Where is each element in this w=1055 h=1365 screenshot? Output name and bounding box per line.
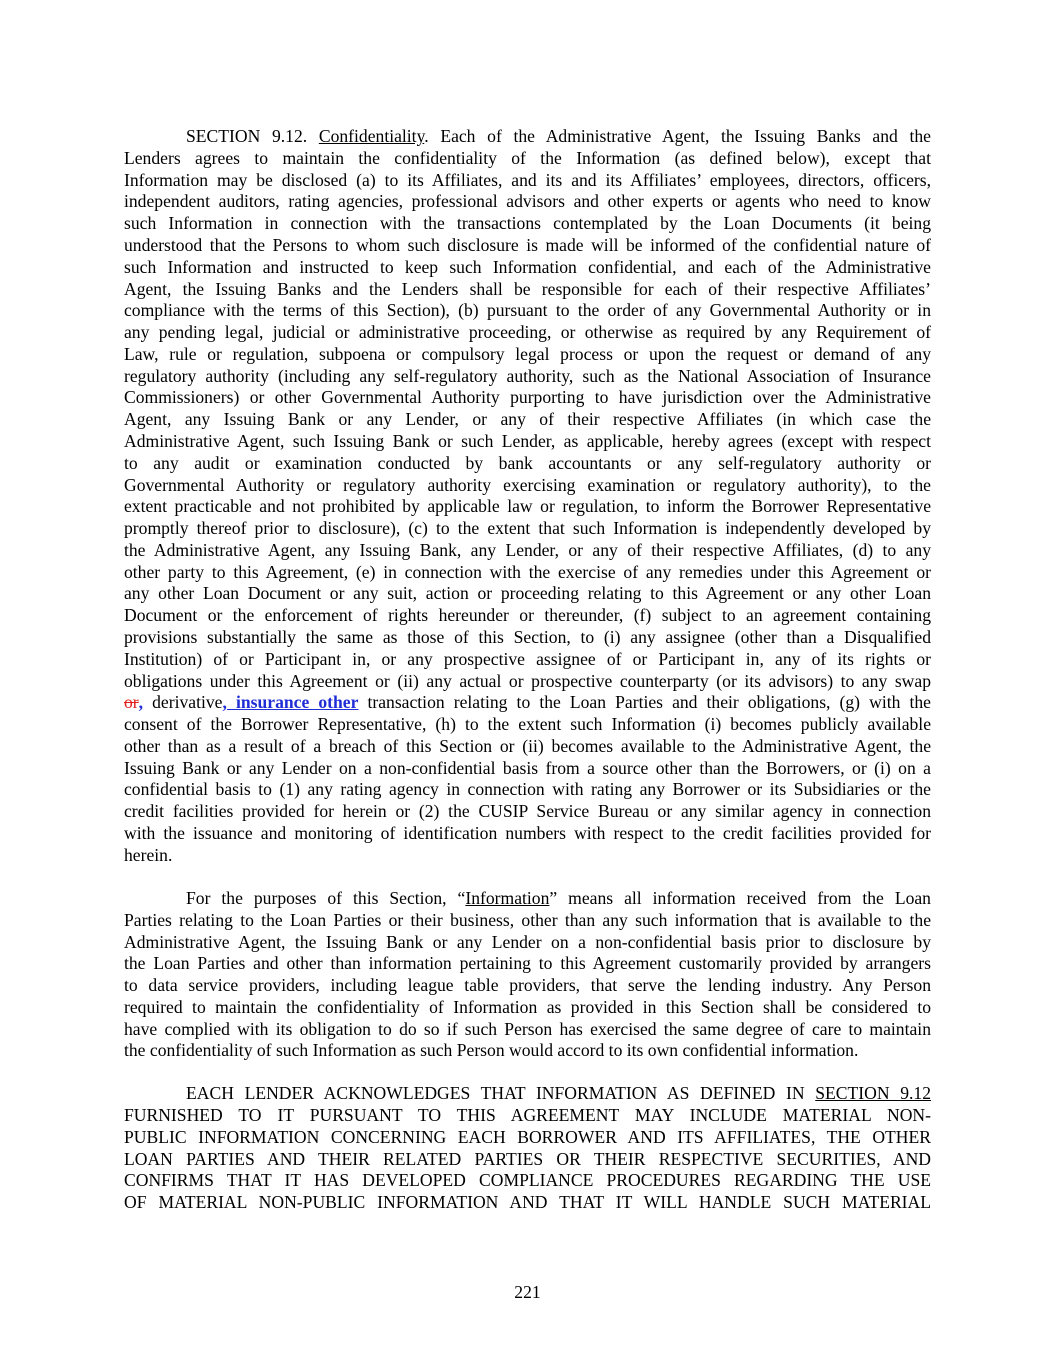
paragraph-line: provisions substantially the same as those of this Section, to (i) any assignee (other than a Disqualified xyxy=(124,627,931,647)
paragraph-line: extent practicable and not prohibited by applicable law or regulation, to inform the Borrower Representative xyxy=(124,496,931,516)
paragraph-line: required to maintain the confidentiality of Information as provided in this Section shall be considered to xyxy=(124,997,931,1017)
section-reference: SECTION 9.12 xyxy=(815,1083,931,1103)
paragraph-line: the confidentiality of such Information as such Person would accord to its own confidential information. xyxy=(124,1040,859,1060)
paragraph-line: regulatory authority (including any self-regulatory authority, such as the National Association of Insurance xyxy=(124,366,931,386)
paragraph-line: independent auditors, rating agencies, professional advisors and other experts or agents who need to know xyxy=(124,191,931,211)
paragraph-line: Governmental Authority or regulatory authority exercising examination or regulatory authority), to the xyxy=(124,475,931,495)
paragraph-line: Commissioners) or other Governmental Authority purporting to have jurisdiction over the Administrative xyxy=(124,387,931,407)
line-text: EACH LENDER ACKNOWLEDGES THAT INFORMATION AS DEFINED IN xyxy=(186,1083,816,1103)
paragraph-line: the Loan Parties and other than information pertaining to this Agreement customarily provided by arrangers xyxy=(124,953,931,973)
inserted-comma: , xyxy=(138,692,144,712)
paragraph-line: such Information and instructed to keep such Information confidential, and each of the Administrative xyxy=(124,257,931,277)
paragraph-line: herein. xyxy=(124,845,173,865)
paragraph-line: credit facilities provided for herein or (2) the CUSIP Service Bureau or any similar agency in connection xyxy=(124,801,931,821)
paragraph-line: PUBLIC INFORMATION CONCERNING EACH BORROWER AND ITS AFFILIATES, THE OTHER xyxy=(124,1127,931,1147)
line-text: transaction relating to the Loan Parties and their obligations, (g) with the xyxy=(358,692,931,712)
paragraph-line: Agent, any Issuing Bank or any Lender, or any of their respective Affiliates (in which case the xyxy=(124,409,931,429)
line-text: ” means all information received from the Loan xyxy=(549,888,931,908)
paragraph-line: Institution) of or Participant in, or any prospective assignee of or Participant in, any of its rights or xyxy=(124,649,931,669)
defined-term: Information xyxy=(465,888,550,908)
paragraph-line: understood that the Persons to whom such disclosure is made will be informed of the confidential nature of xyxy=(124,235,931,255)
paragraph-line: FURNISHED TO IT PURSUANT TO THIS AGREEMENT MAY INCLUDE MATERIAL NON- xyxy=(124,1105,931,1125)
paragraph-line: with the issuance and monitoring of identification numbers with respect to the credit facilities provided for xyxy=(124,823,931,843)
paragraph-line: . Each of the Administrative Agent, the Issuing Banks and the xyxy=(424,126,931,146)
section-title: Confidentiality xyxy=(318,126,425,146)
paragraph-line: obligations under this Agreement or (ii) any actual or prospective counterparty (or its advisors) to any swap xyxy=(124,671,931,691)
paragraph-line: Agent, the Issuing Banks and the Lenders shall be responsible for each of their respective Affiliates’ xyxy=(124,279,931,299)
line-text: derivative xyxy=(143,692,223,712)
paragraph-line: other than as a result of a breach of this Section or (ii) becomes available to the Administrative Agent, the xyxy=(124,736,931,756)
deleted-text: or xyxy=(124,692,139,712)
paragraph-line: consent of the Borrower Representative, (h) to the extent such Information (i) becomes publicly available xyxy=(124,714,931,734)
paragraph-line: to any audit or examination conducted by bank accountants or any self-regulatory authority or xyxy=(124,453,931,473)
paragraph-line: OF MATERIAL NON-PUBLIC INFORMATION AND THAT IT WILL HANDLE SUCH MATERIAL xyxy=(124,1192,931,1212)
paragraph-line: any other Loan Document or any suit, action or proceeding relating to this Agreement or any other Loan xyxy=(124,583,931,603)
paragraph-line: Parties relating to the Loan Parties or their business, other than any such information that is available to the xyxy=(124,910,931,930)
definition-first-line xyxy=(186,887,931,909)
paragraph-line: Document or the enforcement of rights hereunder or thereunder, (f) subject to an agreement containing xyxy=(124,605,931,625)
paragraph-line: promptly thereof prior to disclosure), (c) to the extent that such Information is independently developed by xyxy=(124,518,931,538)
paragraph-line: Lenders agrees to maintain the confidentiality of the Information (as defined below), except that xyxy=(124,148,931,168)
paragraph-line: LOAN PARTIES AND THEIR RELATED PARTIES OR THEIR RESPECTIVE SECURITIES, AND xyxy=(124,1149,931,1169)
inserted-text: , insurance other xyxy=(222,692,359,712)
paragraph-line: Information may be disclosed (a) to its Affiliates, and its and its Affiliates’ employees, directors, officers, xyxy=(124,170,931,190)
line-text: For the purposes of this Section, “ xyxy=(186,888,466,908)
paragraph-line: Administrative Agent, such Issuing Bank or such Lender, as applicable, hereby agrees (except with respect xyxy=(124,431,931,451)
paragraph-line: such Information in connection with the transactions contemplated by the Loan Documents (it being xyxy=(124,213,931,233)
paragraph-line: have complied with its obligation to do so if such Person has exercised the same degree of care to maintain xyxy=(124,1019,931,1039)
paragraph-line: the Administrative Agent, any Issuing Bank, any Lender, or any of their respective Affiliates, (d) to any xyxy=(124,540,931,560)
acknowledgement-first-line xyxy=(186,1082,931,1104)
paragraph-line: CONFIRMS THAT IT HAS DEVELOPED COMPLIANCE PROCEDURES REGARDING THE USE xyxy=(124,1170,931,1190)
paragraph-line: any pending legal, judicial or administrative proceeding, or otherwise as required by any Requirement of xyxy=(124,322,931,342)
paragraph-line: Administrative Agent, the Issuing Bank or any Lender on a non-confidential basis prior to disclosure by xyxy=(124,932,931,952)
paragraph-line: to data service providers, including league table providers, that serve the lending industry. Any Person xyxy=(124,975,931,995)
paragraph-line: confidential basis to (1) any rating agency in connection with rating any Borrower or its Subsidiaries or the xyxy=(124,779,931,799)
paragraph-line: Issuing Bank or any Lender on a non-confidential basis from a source other than the Borrowers, or (i) on a xyxy=(124,758,931,778)
redline-line xyxy=(124,691,931,713)
section-heading-line xyxy=(186,125,931,147)
paragraph-line: Law, rule or regulation, subpoena or compulsory legal process or upon the request or demand of any xyxy=(124,344,931,364)
section-number: SECTION 9.12. xyxy=(186,126,308,146)
paragraph-line: other party to this Agreement, (e) in connection with the exercise of any remedies under this Agreement or xyxy=(124,562,931,582)
paragraph-line: compliance with the terms of this Section), (b) pursuant to the order of any Governmental Authority or in xyxy=(124,300,931,320)
page-number: 221 xyxy=(514,1282,541,1302)
